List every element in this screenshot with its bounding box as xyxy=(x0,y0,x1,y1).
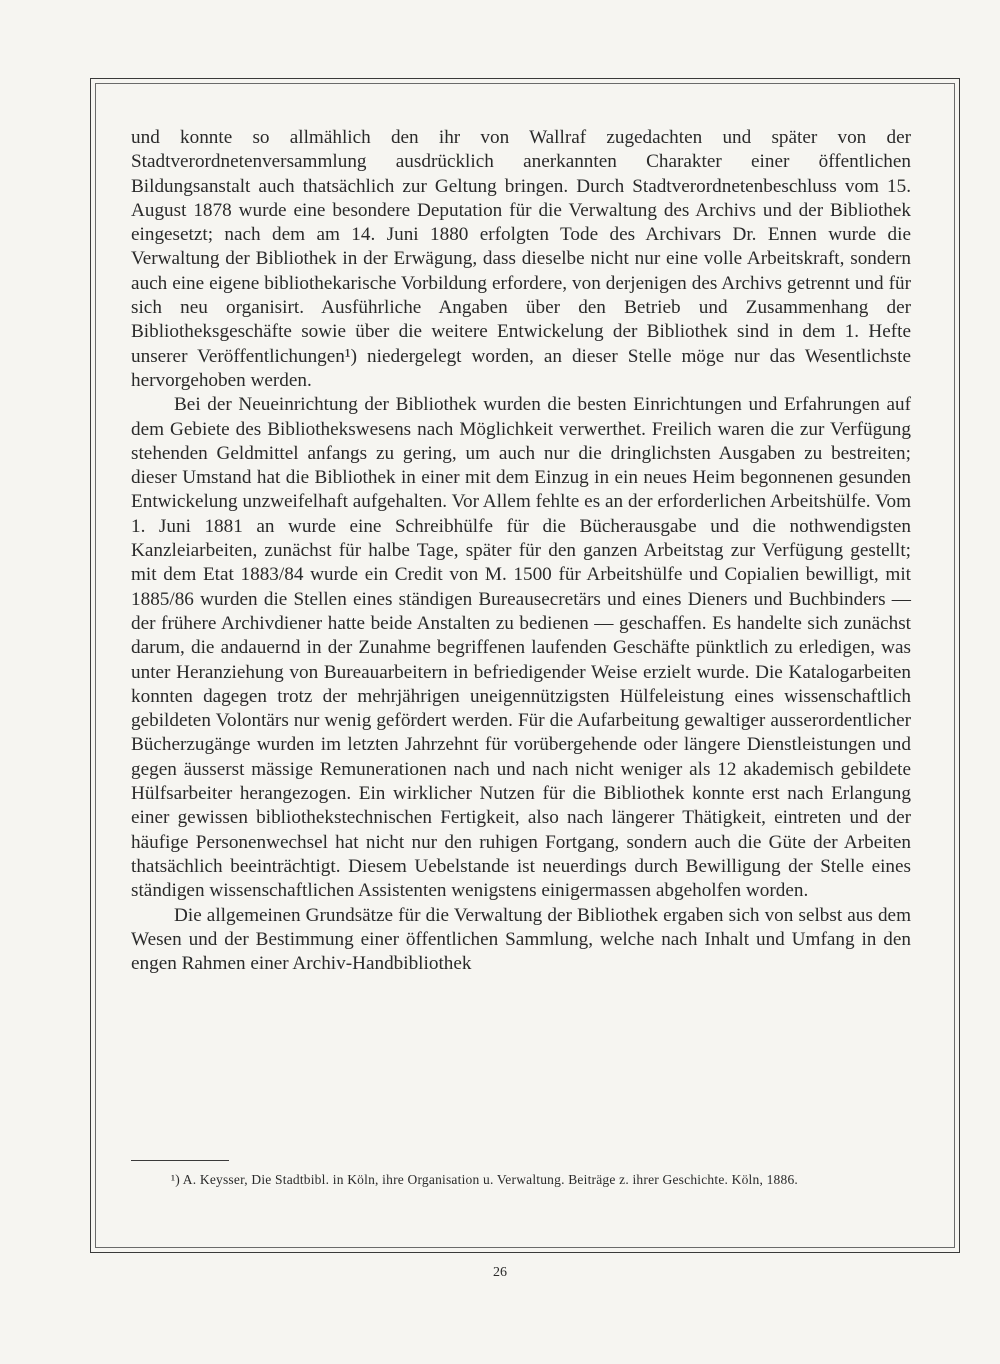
footnote-text: ¹) A. Keysser, Die Stadtbibl. in Köln, ihre Organisation u. Verwaltung. Beiträge z. ihrer Geschichte. Köln, 1886. xyxy=(171,1172,798,1187)
main-text xyxy=(131,126,911,976)
footnote-divider xyxy=(131,1160,229,1161)
page-number: 26 xyxy=(493,1265,507,1280)
paragraph-1: und konnte so allmählich den ihr von Wallraf zugedachten und später von der Stadtverordnetenversammlung ausdrücklich anerkannten Charakter einer öffentlichen Bildungsanstalt auch thatsächlich zur Geltung bringen. Durch Stadtverordnetenbeschluss vom 15. August 1878 wurde eine besondere Deputation für die Verwaltung des Archivs und der Bibliothek eingesetzt; nach dem am 14. Juni 1880 erfolgten Tode des Archivars Dr. Ennen wurde die Verwaltung der Bibliothek in der Erwägung, dass dieselbe nicht nur eine volle Arbeitskraft, sondern auch eine eigene bibliothekarische Vorbildung erfordere, von derjenigen des Archivs getrennt und für sich neu organisirt. Ausführliche Angaben über den Betrieb und Zusammenhang der Bibliotheksgeschäfte sowie über die weitere Entwickelung der Bibliothek sind in dem 1. Hefte unserer Veröffentlichungen¹) niedergelegt worden, an dieser Stelle möge nur das Wesentlichste hervorgehoben werden. xyxy=(131,127,911,391)
paragraph-3: Die allgemeinen Grundsätze für die Verwaltung der Bibliothek ergaben sich von selbst aus dem Wesen und der Bestimmung einer öffentlichen Sammlung, welche nach Inhalt und Umfang in den engen Rahmen einer Archiv-Handbibliothek xyxy=(131,904,911,975)
paragraph-2: Bei der Neueinrichtung der Bibliothek wurden die besten Einrichtungen und Erfahrungen auf dem Gebiete des Bibliothekswesens nach Möglichkeit verwerthet. Freilich waren die zur Verfügung stehenden Geldmittel anfangs zu gering, um auch nur die dringlichsten Ausgaben zu bestreiten; dieser Umstand hat die Bibliothek in einer mit dem Einzug in ein neues Heim begonnenen gesunden Entwickelung unzweifelhaft aufgehalten. Vor Allem fehlte es an der erforderlichen Arbeitshülfe. Vom 1. Juni 1881 an wurde eine Schreibhülfe für die Bücherausgabe und die nothwendigsten Kanzleiarbeiten, zunächst für halbe Tage, später für den ganzen Arbeitstag zur Verfügung gestellt; mit dem Etat 1883/84 wurde ein Credit von M. 1500 für Arbeitshülfe und Copialien bewilligt, mit 1885/86 wurden die Stellen eines ständigen Bureausecretärs und eines Dieners und Buchbinders — der frühere Archivdiener hatte beide Anstalten zu bedienen — geschaffen. Es handelte sich zunächst darum, die andauernd in der Zunahme begriffenen laufenden Geschäfte pünktlich zu erledigen, was unter Heranziehung von Bureauarbeitern in befriedigender Weise erzielt wurde. Die Katalogarbeiten konnten dagegen trotz der mehrjährigen uneigennützigsten Hülfeleistung eines wissenschaftlich gebildeten Volontärs nur wenig gefördert werden. Für die Aufarbeitung gewaltiger ausserordentlicher Bücherzugänge wurden im letzten Jahrzehnt für vorübergehende oder längere Dienstleistungen und gegen äusserst mässige Remunerationen nach und nach nicht weniger als 12 akademisch gebildete Hülfsarbeiter herangezogen. Ein wirklicher Nutzen für die Bibliothek konnte erst nach Erlangung einer gewissen bibliothekstechnischen Fertigkeit, also nach längerer Thätigkeit, eintreten und der häufige Personenwechsel hat nicht nur den ruhigen Fortgang, sondern auch die Güte der Arbeiten thatsächlich beeinträchtigt. Diesem Uebelstande ist neuerdings durch Bewilligung der Stelle eines ständigen wissenschaftlichen Assistenten wenigstens einigermassen abgeholfen worden. xyxy=(131,394,911,902)
footnote xyxy=(131,1170,911,1190)
